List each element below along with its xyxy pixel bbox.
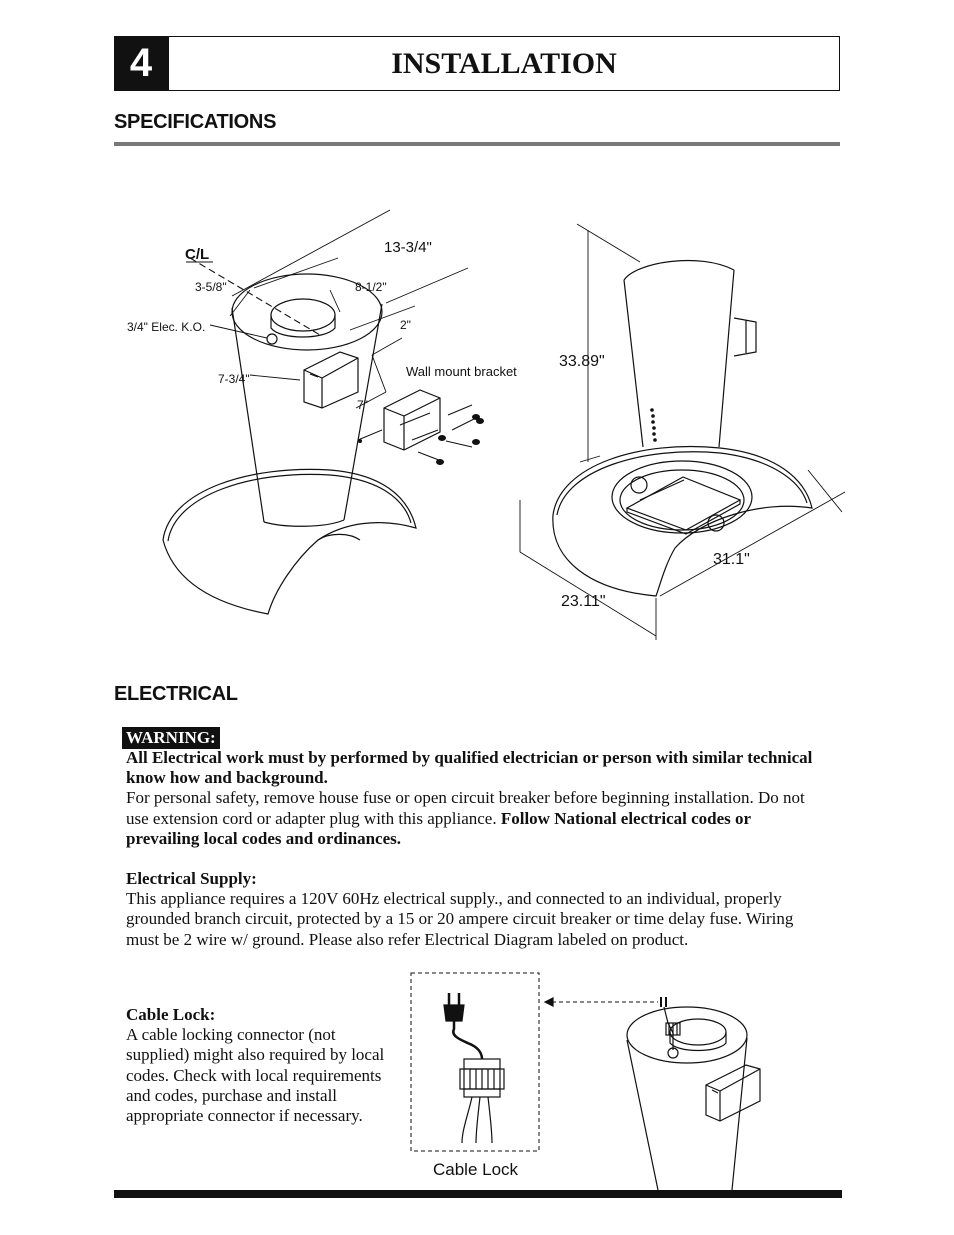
chapter-number: 4 [114,36,168,91]
page-title: INSTALLATION [168,36,840,91]
centerline-label: C/L [185,246,210,263]
specifications-heading: SPECIFICATIONS [114,111,277,133]
cable-lock-block [126,1005,388,1126]
knockout-label: 3/4" Elec. K.O. [127,320,206,334]
supply-text: This appliance requires a 120V 60Hz electrical supply., and connected to an individual, properly grounded branch circuit, protected by a 15 or 20 ampere circuit breaker or time delay fuse. Wiring must be 2 wire w/ ground. Please also refer Electrical Diagram labeled on product. [126,889,794,949]
electrical-supply-block [126,869,826,950]
dim-7-label: 7" [357,398,368,412]
height-label: 33.89" [559,353,605,370]
warning-badge: WARNING: [122,727,220,749]
width-label: 31.1" [713,551,750,568]
electrical-heading: ELECTRICAL [114,683,238,705]
depth-label: 23.11" [561,593,606,610]
cable-lock-caption: Cable Lock [433,1160,519,1179]
dim-width-label: 13-3/4" [384,239,432,256]
footer-rule [114,1190,842,1198]
left-hood-drawing [163,210,484,614]
bracket-label: Wall mount bracket [406,364,517,379]
safety-text: For personal safety, remove house fuse or open circuit breaker before beginning installation. Do not use extension cord or adapter plug with this appliance. [126,788,805,828]
warning-text [126,748,826,849]
dim-duct-label: 8-1/2" [355,280,387,294]
cable-lock-diagram [400,965,850,1195]
dim-2-label: 2" [400,318,411,332]
cable-text: A cable locking connector (not supplied) might also required by local codes. Check with local requirements and codes, purchase and install appropriate connector if necessary. [126,1025,385,1126]
dim-offset-label: 3-5/8" [195,280,227,294]
codes-text: Follow National electrical codes or prevailing local codes and ordinances. [126,808,751,848]
cable-heading: Cable Lock: [126,1005,216,1024]
supply-heading: Electrical Supply: [126,869,257,888]
dim-depth-label: 7-3/4" [218,372,250,386]
right-hood-drawing [520,224,845,640]
warning-bold-text: All Electrical work must by performed by qualified electrician or person with similar technical know how and background. [126,748,813,788]
